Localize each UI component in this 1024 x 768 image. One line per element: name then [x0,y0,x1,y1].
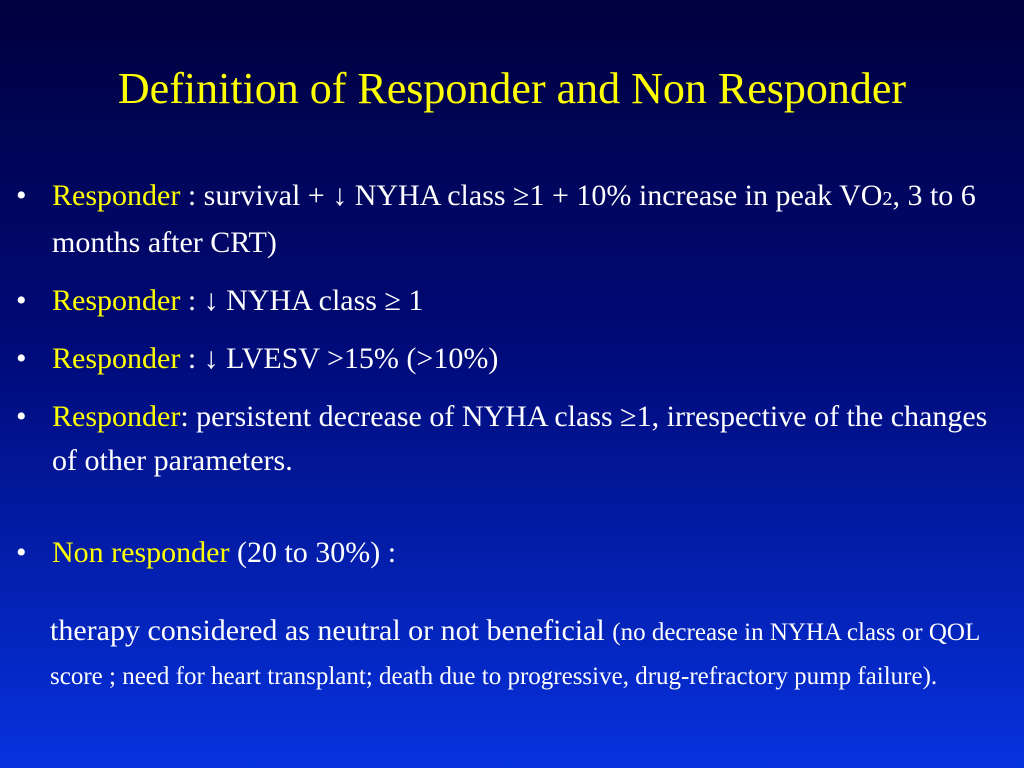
bullet-text-continued: , 3 to 6 months after CRT) [52,179,976,259]
bullet-item-non-responder [16,531,1006,575]
bullet-keyword: Responder [52,284,181,317]
note-main-text: therapy considered as neutral or not beneficial [50,614,613,647]
bullet-keyword: Responder [52,400,181,433]
bullet-list [16,174,1006,589]
bullet-item-responder-1 [16,174,1006,265]
bullet-text: : ↓ LVESV >15% (>10%) [180,342,499,375]
note-detail-text: (no decrease in NYHA class or QOL score ; need for heart transplant; death due to progressive, drug-refractory pump failure). [50,619,980,690]
bullet-item-responder-2 [16,279,1006,323]
bullet-text: : survival + ↓ NYHA class ≥1 + 10% increase in peak VO [180,179,883,212]
bullet-text: (20 to 30%) : [229,536,397,569]
non-responder-note [50,610,1010,698]
bullet-keyword: Responder [52,179,181,212]
bullet-keyword: Non responder [52,536,230,569]
subscript-text: 2 [882,188,893,210]
slide-title: Definition of Responder and Non Responder [117,64,907,113]
bullet-text: : persistent decrease of NYHA class ≥1, irrespective of the changes of other parameters. [52,400,988,477]
bullet-item-responder-4 [16,395,1006,483]
bullet-keyword: Responder [52,342,181,375]
bullet-item-responder-3 [16,337,1006,381]
bullet-text: : ↓ NYHA class ≥ 1 [180,284,424,317]
